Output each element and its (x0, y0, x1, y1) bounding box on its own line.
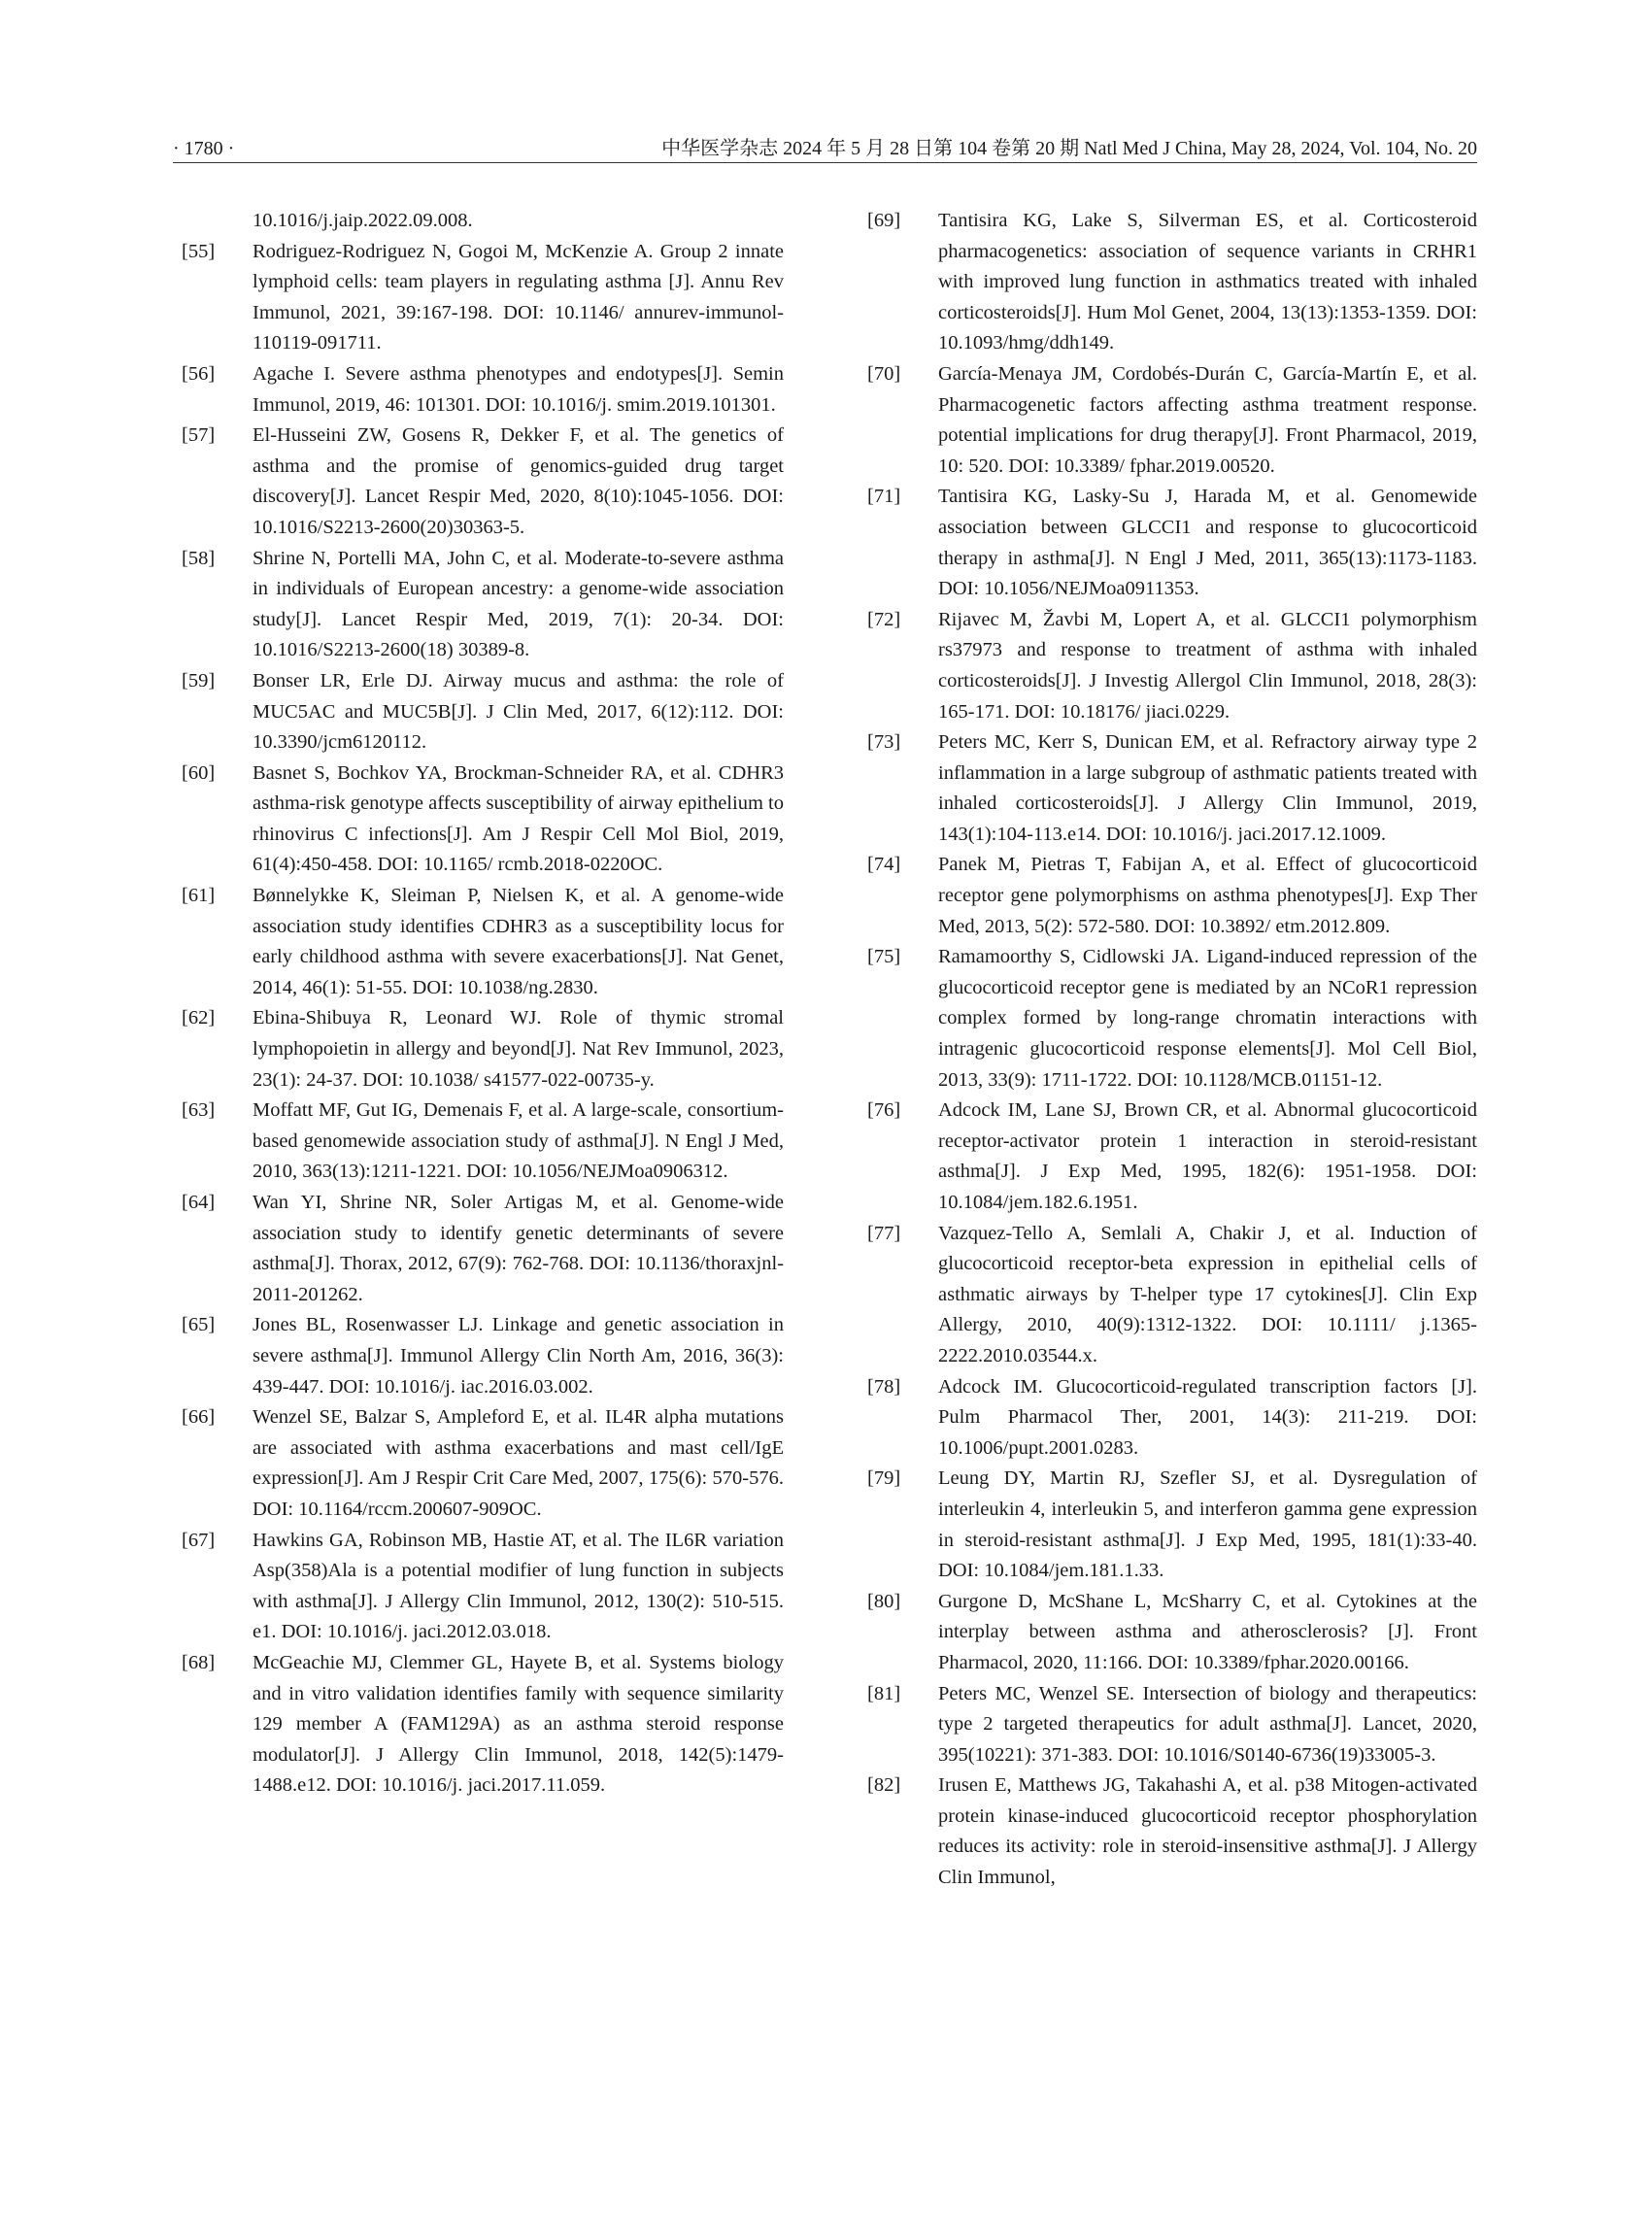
reference-text: El-Husseini ZW, Gosens R, Dekker F, et al. The genetics of asthma and the promise of genomics-guided drug target discovery[J]. Lancet Respir Med, 2020, 8(10):1045-1056. DOI: 10.1016/S2213-2600(20)30363-5. (253, 424, 784, 538)
reference-text: Ramamoorthy S, Cidlowski JA. Ligand-induced repression of the glucocorticoid receptor gene is mediated by an NCoR1 repression complex formed by long-range chromatin interactions with intragenic glucocorticoid response elements[J]. Mol Cell Biol, 2013, 33(9): 1711-1722. DOI: 10.1128/MCB.01151-12. (938, 946, 1477, 1091)
reference-continuation: 10.1016/j.jaip.2022.09.008. (253, 210, 473, 231)
reference-text: Bonser LR, Erle DJ. Airway mucus and asthma: the role of MUC5AC and MUC5B[J]. J Clin Med, 2017, 6(12):112. DOI: 10.3390/jcm6120112. (253, 669, 784, 754)
reference-number: [55] (182, 240, 216, 262)
reference-number: [73] (867, 731, 901, 754)
reference-number: [58] (182, 547, 216, 569)
reference-number: [57] (182, 424, 216, 447)
reference-number: [82] (867, 1774, 901, 1797)
reference-number: [67] (182, 1529, 216, 1551)
reference-number: [76] (867, 1099, 901, 1122)
reference-text: Leung DY, Martin RJ, Szefler SJ, et al. Dysregulation of interleukin 4, interleukin 5, and interferon gamma gene expression in steroid-resistant asthma[J]. J Exp Med, 1995, 181(1):33-40. DOI: 10.1084/jem.181.1.33. (938, 1467, 1477, 1582)
reference-entry (182, 1526, 784, 1648)
reference-number: [78] (867, 1375, 901, 1398)
reference-entry (867, 1219, 1477, 1372)
reference-number: [64] (182, 1192, 216, 1213)
reference-text: Peters MC, Kerr S, Dunican EM, et al. Refractory airway type 2 inflammation in a large subgroup of asthmatic patients treated with inhaled corticosteroids[J]. J Allergy Clin Immunol, 2019, 143(1):104-113.e14. DOI: 10.1016/j. jaci.2017.12.1009. (938, 731, 1477, 845)
reference-entry (867, 1770, 1477, 1893)
reference-entry (867, 1679, 1477, 1771)
reference-entry (867, 942, 1477, 1096)
reference-text: Wan YI, Shrine NR, Soler Artigas M, et al. Genome-wide association study to identify genetic determinants of severe asthma[J]. Thorax, 2012, 67(9): 762-768. DOI: 10.1136/thoraxjnl-2011-201262. (253, 1192, 784, 1305)
reference-entry (867, 605, 1477, 727)
journal-citation-line: 中华医学杂志 2024 年 5 月 28 日第 104 卷第 20 期 Natl Med J China, May 28, 2024, Vol. 104, No. 20 (661, 138, 1477, 159)
page-header (173, 134, 1477, 163)
reference-entry (867, 1464, 1477, 1586)
reference-text: Hawkins GA, Robinson MB, Hastie AT, et al. The IL6R variation Asp(358)Ala is a potential modifier of lung function in subjects with asthma[J]. J Allergy Clin Immunol, 2012, 130(2): 510-515. e1. DOI: 10.1016/j. jaci.2012.03.018. (253, 1529, 784, 1643)
reference-entry (182, 421, 784, 543)
reference-entry (182, 1188, 784, 1310)
reference-number: [69] (867, 210, 901, 231)
reference-entry (182, 666, 784, 759)
reference-text: Irusen E, Matthews JG, Takahashi A, et al. p38 Mitogen-activated protein kinase-induced glucocorticoid receptor phosphorylation reduces its activity: role in steroid-insensitive asthma[J]. J Allergy Clin Immunol, (938, 1774, 1477, 1889)
reference-number: [81] (867, 1682, 901, 1704)
reference-text: Gurgone D, McShane L, McSharry C, et al. Cytokines at the interplay between asthma and atherosclerosis? [J]. Front Pharmacol, 2020, 11:166. DOI: 10.3389/fphar.2020.00166. (938, 1590, 1477, 1673)
reference-text: Vazquez-Tello A, Semlali A, Chakir J, et al. Induction of glucocorticoid receptor-beta expression in epithelial cells of asthmatic airways by T-helper type 17 cytokines[J]. Clin Exp Allergy, 2010, 40(9):1312-1322. DOI: 10.1111/ j.1365-2222.2010.03544.x. (938, 1222, 1477, 1366)
reference-text: Tantisira KG, Lake S, Silverman ES, et al. Corticosteroid pharmacogenetics: association of sequence variants in CRHR1 with improved lung function in asthmatics treated with inhaled corticosteroids[J]. Hum Mol Genet, 2004, 13(13):1353-1359. DOI: 10.1093/hmg/ddh149. (938, 210, 1477, 354)
right-reference-column (867, 206, 1477, 1894)
reference-text: Agache I. Severe asthma phenotypes and endotypes[J]. Semin Immunol, 2019, 46: 101301. DOI: 10.1016/j. smim.2019.101301. (253, 362, 784, 416)
reference-number: [75] (867, 946, 901, 968)
reference-entry (867, 727, 1477, 850)
reference-entry (182, 881, 784, 1003)
reference-text: Rijavec M, Žavbi M, Lopert A, et al. GLCCI1 polymorphism rs37973 and response to treatment of asthma with inhaled corticosteroids[J]. J Investig Allergol Clin Immunol, 2018, 28(3): 165-171. DOI: 10.18176/ jiaci.0229. (938, 608, 1477, 723)
reference-text: Bønnelykke K, Sleiman P, Nielsen K, et al. A genome-wide association study identifies CDHR3 as a susceptibility locus for early childhood asthma with severe exacerbations[J]. Nat Genet, 2014, 46(1): 51-55. DOI: 10.1038/ng.2830. (253, 885, 784, 998)
reference-number: [79] (867, 1467, 901, 1490)
reference-text: Adcock IM, Lane SJ, Brown CR, et al. Abnormal glucocorticoid receptor-activator protein 1 interaction in steroid-resistant asthma[J]. J Exp Med, 1995, 182(6): 1951-1958. DOI: 10.1084/jem.182.6.1951. (938, 1099, 1477, 1213)
reference-entry (182, 759, 784, 881)
reference-number: [60] (182, 761, 216, 784)
reference-number: [72] (867, 608, 901, 630)
reference-number: [65] (182, 1314, 216, 1336)
right-reference-list (867, 206, 1477, 1894)
reference-number: [71] (867, 486, 901, 508)
reference-number: [59] (182, 669, 216, 691)
reference-text: Tantisira KG, Lasky-Su J, Harada M, et al. Genomewide association between GLCCI1 and response to glucocorticoid therapy in asthma[J]. N Engl J Med, 2011, 365(13):1173-1183. DOI: 10.1056/NEJMoa0911353. (938, 486, 1477, 600)
reference-entry (867, 482, 1477, 604)
reference-text: Panek M, Pietras T, Fabijan A, et al. Effect of glucocorticoid receptor gene polymorphisms on asthma phenotypes[J]. Exp Ther Med, 2013, 5(2): 572-580. DOI: 10.3892/ etm.2012.809. (938, 854, 1477, 937)
reference-entry (867, 206, 1477, 359)
reference-entry (182, 1003, 784, 1096)
page-number: · 1780 · (173, 138, 235, 159)
reference-number: [80] (867, 1590, 901, 1612)
reference-number: [68] (182, 1651, 216, 1673)
reference-entry (182, 1310, 784, 1402)
header-rule (173, 162, 1477, 163)
reference-entry (867, 359, 1477, 482)
reference-text: Basnet S, Bochkov YA, Brockman-Schneider RA, et al. CDHR3 asthma-risk genotype affects susceptibility of airway epithelium to rhinovirus C infections[J]. Am J Respir Cell Mol Biol, 2019, 61(4):450-458. DOI: 10.1165/ rcmb.2018-0220OC. (253, 761, 784, 876)
reference-number: [63] (182, 1099, 216, 1122)
reference-entry (182, 359, 784, 421)
reference-text: Jones BL, Rosenwasser LJ. Linkage and genetic association in severe asthma[J]. Immunol Allergy Clin North Am, 2016, 36(3): 439-447. DOI: 10.1016/j. iac.2016.03.002. (253, 1314, 784, 1398)
reference-text: Moffatt MF, Gut IG, Demenais F, et al. A large-scale, consortium-based genomewide association study of asthma[J]. N Engl J Med, 2010, 363(13):1211-1221. DOI: 10.1056/NEJMoa0906312. (253, 1099, 784, 1183)
reference-text: García-Menaya JM, Cordobés-Durán C, García-Martín E, et al. Pharmacogenetic factors affecting asthma treatment response. potential implications for drug therapy[J]. Front Pharmacol, 2019, 10: 520. DOI: 10.3389/ fphar.2019.00520. (938, 362, 1477, 477)
left-reference-column (182, 206, 784, 1802)
reference-number: [56] (182, 362, 216, 385)
reference-number: [61] (182, 885, 216, 907)
reference-entry (182, 237, 784, 359)
reference-text: Adcock IM. Glucocorticoid-regulated transcription factors [J]. Pulm Pharmacol Ther, 2001, 14(3): 211-219. DOI: 10.1006/pupt.2001.0283. (938, 1375, 1477, 1459)
reference-number: [74] (867, 854, 901, 876)
reference-entry (182, 1648, 784, 1802)
reference-entry (867, 850, 1477, 942)
left-reference-list (182, 237, 784, 1802)
reference-entry (867, 1587, 1477, 1679)
reference-number: [62] (182, 1007, 216, 1029)
reference-entry (182, 1096, 784, 1188)
reference-entry (182, 1402, 784, 1525)
reference-text: Wenzel SE, Balzar S, Ampleford E, et al. IL4R alpha mutations are associated with asthma exacerbations and mast cell/IgE expression[J]. Am J Respir Crit Care Med, 2007, 175(6): 570-576. DOI: 10.1164/rccm.200607-909OC. (253, 1406, 784, 1520)
reference-text: McGeachie MJ, Clemmer GL, Hayete B, et al. Systems biology and in vitro validation identifies family with sequence similarity 129 member A (FAM129A) as an asthma steroid response modulator[J]. J Allergy Clin Immunol, 2018, 142(5):1479-1488.e12. DOI: 10.1016/j. jaci.2017.11.059. (253, 1651, 784, 1797)
reference-text: Rodriguez-Rodriguez N, Gogoi M, McKenzie A. Group 2 innate lymphoid cells: team players in regulating asthma [J]. Annu Rev Immunol, 2021, 39:167-198. DOI: 10.1146/ annurev-immunol-110119-091711. (253, 240, 784, 354)
reference-text: Shrine N, Portelli MA, John C, et al. Moderate-to-severe asthma in individuals of European ancestry: a genome-wide association study[J]. Lancet Respir Med, 2019, 7(1): 20-34. DOI: 10.1016/S2213-2600(18) 30389-8. (253, 547, 784, 661)
reference-number: [66] (182, 1406, 216, 1429)
reference-entry (182, 544, 784, 666)
reference-text: Peters MC, Wenzel SE. Intersection of biology and therapeutics: type 2 targeted therapeutics for adult asthma[J]. Lancet, 2020, 395(10221): 371-383. DOI: 10.1016/S0140-6736(19)33005-3. (938, 1682, 1477, 1766)
reference-text: Ebina-Shibuya R, Leonard WJ. Role of thymic stromal lymphopoietin in allergy and beyond[J]. Nat Rev Immunol, 2023, 23(1): 24-37. DOI: 10.1038/ s41577-022-00735-y. (253, 1007, 784, 1091)
reference-entry (867, 1372, 1477, 1465)
reference-number: [70] (867, 362, 901, 385)
reference-entry (867, 1096, 1477, 1218)
reference-number: [77] (867, 1222, 901, 1244)
